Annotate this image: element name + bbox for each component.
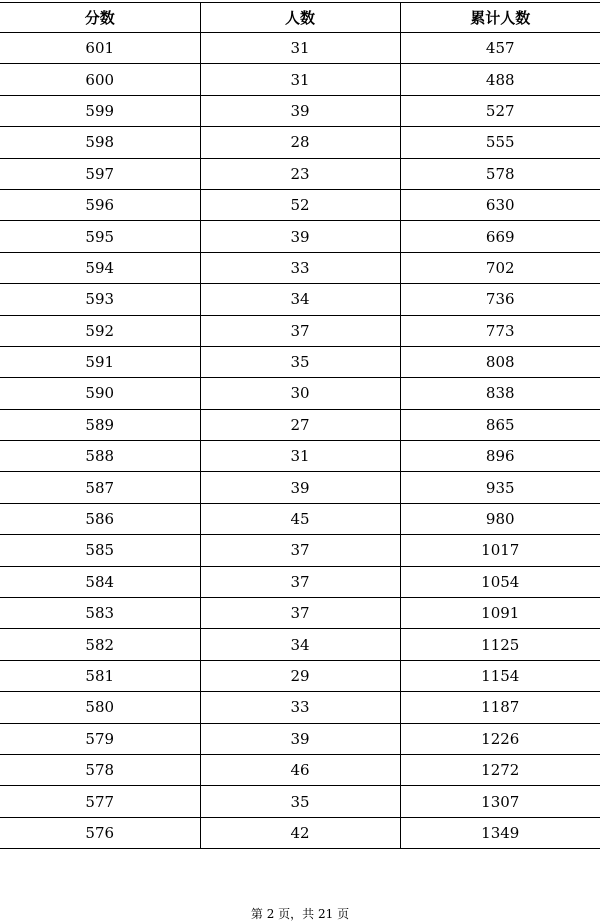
cell-cumulative: 702 xyxy=(400,252,600,283)
table-row xyxy=(0,95,600,126)
cell-count: 52 xyxy=(200,189,400,220)
table-row xyxy=(0,378,600,409)
cell-score: 597 xyxy=(0,158,200,189)
cell-cumulative: 669 xyxy=(400,221,600,252)
cell-cumulative: 896 xyxy=(400,441,600,472)
cell-score: 594 xyxy=(0,252,200,283)
table-row xyxy=(0,33,600,64)
cell-cumulative: 488 xyxy=(400,64,600,95)
cell-count: 46 xyxy=(200,754,400,785)
table-row xyxy=(0,535,600,566)
table-row xyxy=(0,598,600,629)
table-row xyxy=(0,252,600,283)
cell-count: 39 xyxy=(200,472,400,503)
cell-cumulative: 980 xyxy=(400,503,600,534)
header-score: 分数 xyxy=(0,3,200,33)
cell-cumulative: 1187 xyxy=(400,692,600,723)
cell-score: 595 xyxy=(0,221,200,252)
cell-cumulative: 1054 xyxy=(400,566,600,597)
cell-score: 587 xyxy=(0,472,200,503)
table-row xyxy=(0,503,600,534)
table-row xyxy=(0,629,600,660)
cell-count: 39 xyxy=(200,723,400,754)
header-count: 人数 xyxy=(200,3,400,33)
cell-score: 583 xyxy=(0,598,200,629)
table-header-row xyxy=(0,3,600,33)
table-row xyxy=(0,441,600,472)
cell-count: 39 xyxy=(200,221,400,252)
cell-score: 577 xyxy=(0,786,200,817)
cell-score: 585 xyxy=(0,535,200,566)
cell-score: 576 xyxy=(0,817,200,848)
cell-score: 589 xyxy=(0,409,200,440)
cell-count: 39 xyxy=(200,95,400,126)
cell-cumulative: 1125 xyxy=(400,629,600,660)
table-row xyxy=(0,660,600,691)
cell-count: 33 xyxy=(200,692,400,723)
cell-count: 27 xyxy=(200,409,400,440)
cell-cumulative: 865 xyxy=(400,409,600,440)
cell-score: 582 xyxy=(0,629,200,660)
cell-score: 601 xyxy=(0,33,200,64)
cell-cumulative: 1017 xyxy=(400,535,600,566)
cell-cumulative: 457 xyxy=(400,33,600,64)
cell-count: 37 xyxy=(200,566,400,597)
cell-count: 29 xyxy=(200,660,400,691)
cell-score: 584 xyxy=(0,566,200,597)
cell-cumulative: 838 xyxy=(400,378,600,409)
cell-cumulative: 1154 xyxy=(400,660,600,691)
cell-score: 596 xyxy=(0,189,200,220)
cell-cumulative: 1307 xyxy=(400,786,600,817)
cell-cumulative: 935 xyxy=(400,472,600,503)
cell-count: 37 xyxy=(200,598,400,629)
cell-count: 37 xyxy=(200,535,400,566)
cell-cumulative: 555 xyxy=(400,127,600,158)
cell-cumulative: 630 xyxy=(400,189,600,220)
cell-count: 31 xyxy=(200,33,400,64)
cell-cumulative: 1349 xyxy=(400,817,600,848)
cell-cumulative: 1226 xyxy=(400,723,600,754)
score-distribution-table xyxy=(0,2,600,849)
table-row xyxy=(0,409,600,440)
cell-score: 598 xyxy=(0,127,200,158)
cell-score: 593 xyxy=(0,284,200,315)
cell-count: 35 xyxy=(200,786,400,817)
cell-count: 33 xyxy=(200,252,400,283)
cell-count: 42 xyxy=(200,817,400,848)
table-row xyxy=(0,566,600,597)
cell-count: 31 xyxy=(200,64,400,95)
cell-cumulative: 1091 xyxy=(400,598,600,629)
page-number-footer: 第 2 页，共 21 页 xyxy=(250,907,350,921)
cell-count: 30 xyxy=(200,378,400,409)
table-row xyxy=(0,472,600,503)
cell-score: 579 xyxy=(0,723,200,754)
cell-count: 34 xyxy=(200,629,400,660)
cell-cumulative: 527 xyxy=(400,95,600,126)
cell-score: 581 xyxy=(0,660,200,691)
cell-score: 580 xyxy=(0,692,200,723)
cell-cumulative: 578 xyxy=(400,158,600,189)
header-cumulative: 累计人数 xyxy=(400,3,600,33)
table-body xyxy=(0,33,600,849)
cell-count: 23 xyxy=(200,158,400,189)
table-row xyxy=(0,315,600,346)
table-row xyxy=(0,692,600,723)
table-row xyxy=(0,723,600,754)
cell-count: 35 xyxy=(200,346,400,377)
cell-cumulative: 773 xyxy=(400,315,600,346)
cell-count: 37 xyxy=(200,315,400,346)
table-row xyxy=(0,158,600,189)
cell-score: 586 xyxy=(0,503,200,534)
cell-score: 591 xyxy=(0,346,200,377)
cell-count: 34 xyxy=(200,284,400,315)
cell-score: 578 xyxy=(0,754,200,785)
cell-score: 599 xyxy=(0,95,200,126)
table-row xyxy=(0,817,600,848)
cell-cumulative: 1272 xyxy=(400,754,600,785)
table-row xyxy=(0,221,600,252)
table-row xyxy=(0,127,600,158)
cell-count: 45 xyxy=(200,503,400,534)
cell-score: 588 xyxy=(0,441,200,472)
table-row xyxy=(0,64,600,95)
cell-score: 592 xyxy=(0,315,200,346)
cell-score: 590 xyxy=(0,378,200,409)
table-row xyxy=(0,189,600,220)
cell-cumulative: 736 xyxy=(400,284,600,315)
cell-count: 28 xyxy=(200,127,400,158)
table-row xyxy=(0,786,600,817)
cell-cumulative: 808 xyxy=(400,346,600,377)
cell-score: 600 xyxy=(0,64,200,95)
table-row xyxy=(0,754,600,785)
table-row xyxy=(0,346,600,377)
table-row xyxy=(0,284,600,315)
cell-count: 31 xyxy=(200,441,400,472)
